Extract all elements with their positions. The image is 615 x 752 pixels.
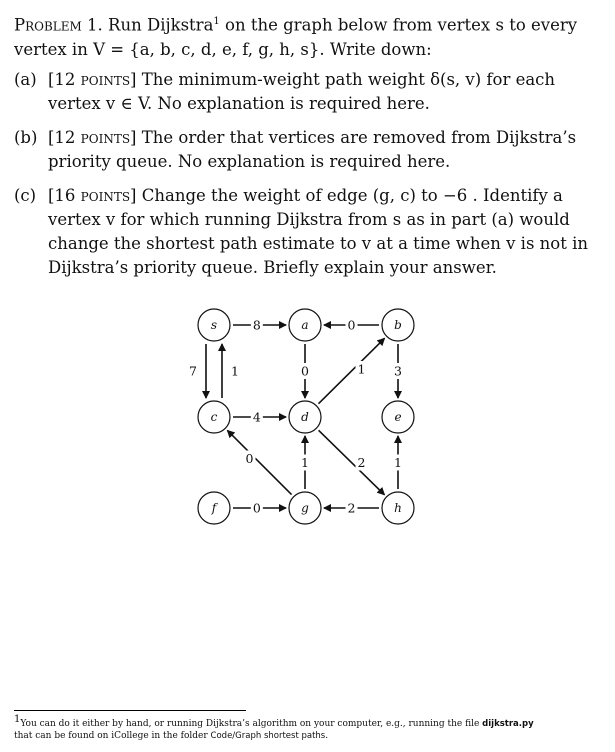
part-a-text: The minimum-weight path weight δ(s, v) for each vertex v ∈ V. No explanation is required here. xyxy=(48,70,556,113)
edge-weight-d-h: 2 xyxy=(357,455,366,470)
edge-c-d xyxy=(233,409,286,425)
node-d xyxy=(289,401,321,433)
footnote-rule xyxy=(14,710,246,711)
problem-label: Problem 1. xyxy=(14,15,103,35)
footnote-folder: Code/Graph shortest paths xyxy=(210,731,326,741)
edge-b-a xyxy=(324,317,379,333)
edge-weight-b-e: 3 xyxy=(394,363,402,379)
node-f xyxy=(198,492,230,524)
part-c-text: Change the weight of edge (g, c) to −6 . Identify a vertex v for which running Dijkstra from s as in part (a) would change the shortest path estimate to v at a time when v is not in Dijkstra’s priority queue. Briefly explain your answer. xyxy=(48,186,589,277)
edge-a-d xyxy=(299,344,311,398)
edge-g-c xyxy=(227,430,291,494)
part-a xyxy=(14,68,602,116)
node-c xyxy=(198,401,230,433)
node-g xyxy=(289,492,321,524)
edge-d-h xyxy=(319,430,385,494)
footnote-file: dijkstra.py xyxy=(482,719,534,729)
edge-weight-h-e: 1 xyxy=(394,455,402,470)
edge-weight-f-g: 0 xyxy=(252,500,261,516)
edge-weight-a-d: 0 xyxy=(301,363,309,379)
footnote-mark: 1 xyxy=(14,714,21,725)
edge-s-c xyxy=(187,344,206,398)
part-b-text: The order that vertices are removed from Dijkstra’s priority queue. No explanation is required here. xyxy=(48,128,577,171)
edge-s-a xyxy=(233,317,286,333)
part-c-points: [16 points] xyxy=(48,186,137,205)
node-label-g: g xyxy=(301,501,309,515)
node-a xyxy=(289,309,321,341)
node-label-c: c xyxy=(210,410,218,424)
node-s xyxy=(198,309,230,341)
edge-h-g xyxy=(324,500,379,516)
edge-weight-h-g: 2 xyxy=(347,500,356,516)
node-b xyxy=(382,309,414,341)
problem-intro: Run Dijkstra xyxy=(108,15,214,35)
node-label-a: a xyxy=(301,318,309,332)
edge-c-s xyxy=(222,344,241,398)
node-label-s: s xyxy=(210,318,218,332)
edge-weight-s-a: 8 xyxy=(252,317,261,333)
edge-weight-c-s: 1 xyxy=(231,363,239,379)
footnote-text-2: that can be found on iCollege in the folder xyxy=(14,731,211,741)
edge-g-d xyxy=(299,436,311,489)
edge-weight-b-a: 0 xyxy=(347,317,356,333)
node-label-h: h xyxy=(394,501,402,515)
edge-weight-c-d: 4 xyxy=(252,409,261,425)
edge-weight-s-c: 7 xyxy=(189,363,197,379)
edge-d-b xyxy=(319,338,385,403)
problem-statement xyxy=(14,10,602,62)
node-label-b: b xyxy=(394,318,402,332)
part-b-label: (b) xyxy=(14,128,38,147)
footnote-marker: 1 xyxy=(213,16,220,27)
node-h xyxy=(382,492,414,524)
edge-weight-g-c: 0 xyxy=(245,451,254,466)
part-a-points: [12 points] xyxy=(48,70,137,89)
part-c-label: (c) xyxy=(14,186,37,205)
part-a-label: (a) xyxy=(14,70,37,89)
graph-diagram xyxy=(150,295,470,540)
edge-weight-d-b: 1 xyxy=(357,361,366,377)
edge-weight-g-d: 1 xyxy=(301,455,309,470)
node-label-e: e xyxy=(394,410,402,424)
node-e xyxy=(382,401,414,433)
node-label-d: d xyxy=(301,410,309,424)
problem-intro-tail: on the graph below from vertex s to every vertex in V = {a, b, c, d, e, f, g, h, s}. Write down: xyxy=(14,15,578,59)
footnote-end: . xyxy=(325,731,329,741)
edge-h-e xyxy=(392,436,404,489)
footnote-text-1: You can do it either by hand, or running Dijkstra’s algorithm on your computer, e.g., running the file xyxy=(20,719,483,729)
edge-b-e xyxy=(392,344,404,398)
part-c xyxy=(14,184,602,280)
edge-f-g xyxy=(233,500,286,516)
node-label-f: f xyxy=(211,501,217,515)
part-b-points: [12 points] xyxy=(48,128,137,147)
footnote xyxy=(14,714,604,742)
part-b xyxy=(14,126,602,174)
